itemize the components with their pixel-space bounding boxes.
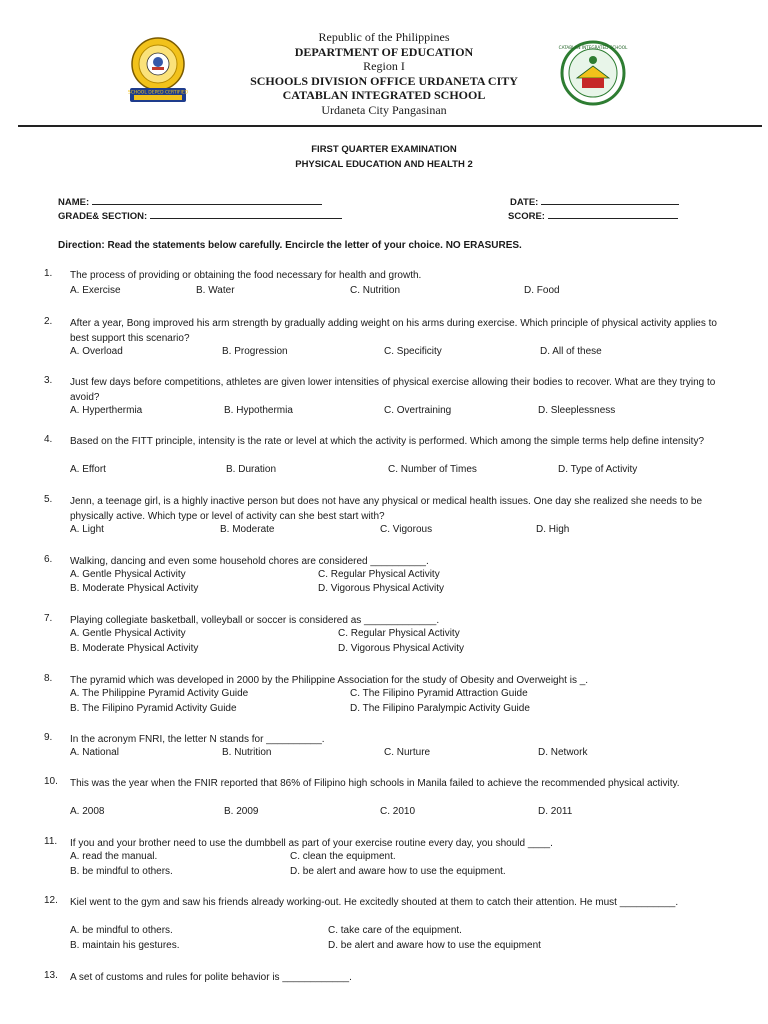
option-a[interactable]: A. Effort	[70, 464, 106, 475]
school-line: CATABLAN INTEGRATED SCHOOL	[282, 88, 486, 102]
option-a[interactable]: A. Exercise	[70, 285, 121, 296]
question-number: 7.	[44, 613, 53, 624]
option-a[interactable]: A. The Philippine Pyramid Activity Guide	[70, 688, 249, 699]
option-b[interactable]: B. Progression	[222, 346, 288, 357]
score-label: SCORE:	[508, 211, 545, 222]
option-c[interactable]: C. Overtraining	[384, 405, 452, 416]
directions: Direction: Read the statements below carefully. Encircle the letter of your choice. NO ERASURES.	[58, 240, 522, 251]
question-number: 13.	[44, 970, 58, 981]
question-number: 6.	[44, 554, 53, 565]
logo-left-text: SCHOOL DEPED CERTIFIED	[127, 90, 189, 96]
option-b[interactable]: B. 2009	[224, 806, 259, 817]
option-c[interactable]: C. The Filipino Pyramid Attraction Guide	[350, 688, 528, 699]
exam-subject: PHYSICAL EDUCATION AND HEALTH 2	[295, 159, 473, 170]
option-c[interactable]: C. clean the equipment.	[290, 851, 396, 862]
option-c[interactable]: C. Regular Physical Activity	[318, 569, 440, 580]
option-d[interactable]: D. be alert and aware how to use the equipment	[328, 940, 541, 951]
question-stem: Walking, dancing and even some household chores are considered __________.	[70, 556, 429, 567]
question-number: 11.	[44, 836, 58, 847]
department-line: DEPARTMENT OF EDUCATION	[294, 44, 474, 59]
question-stem: A set of customs and rules for polite behavior is ____________.	[70, 972, 352, 983]
question-number: 8.	[44, 673, 53, 684]
question-number: 1.	[44, 268, 53, 279]
option-b[interactable]: B. be mindful to others.	[70, 866, 173, 877]
question-stem: If you and your brother need to use the dumbbell as part of your exercise routine every day, you should ____.	[70, 838, 553, 849]
option-b[interactable]: B. maintain his gestures.	[70, 940, 180, 951]
date-field[interactable]	[510, 195, 679, 208]
division-line: SCHOOLS DIVISION OFFICE URDANETA CITY	[250, 73, 518, 88]
date-label: DATE:	[510, 197, 539, 208]
republic-line: Republic of the Philippines	[318, 30, 450, 44]
location-line: Urdaneta City Pangasinan	[321, 102, 447, 117]
question-number: 12.	[44, 895, 58, 906]
option-a[interactable]: A. 2008	[70, 806, 105, 817]
question-number: 9.	[44, 732, 53, 743]
option-a[interactable]: A. Gentle Physical Activity	[70, 569, 186, 580]
option-c[interactable]: C. 2010	[380, 806, 416, 817]
option-d[interactable]: D. Vigorous Physical Activity	[338, 643, 464, 654]
option-d[interactable]: D. Network	[538, 747, 588, 758]
question-number: 4.	[44, 434, 53, 445]
name-label: NAME:	[58, 197, 90, 208]
option-c[interactable]: C. Nutrition	[350, 285, 401, 296]
option-d[interactable]: D. The Filipino Paralympic Activity Guide	[350, 703, 530, 714]
grade-section-label: GRADE& SECTION:	[58, 211, 148, 222]
question-stem: Jenn, a teenage girl, is a highly inactive person but does not have any physical or medical health issues. One day she realized she needs to be physically active. Which type or level of activity can she best start with?	[70, 496, 703, 522]
option-d[interactable]: D. All of these	[540, 346, 602, 357]
question-stem: The process of providing or obtaining the food necessary for health and growth.	[70, 270, 422, 281]
question-stem: The pyramid which was developed in 2000 by the Philippine Association for the study of Obesity and Overweight is _.	[70, 675, 589, 686]
grade-section-field[interactable]	[58, 209, 342, 222]
option-b[interactable]: B. Moderate	[220, 524, 275, 535]
logo-right-text: CATABLAN INTEGRATED SCHOOL	[558, 45, 628, 50]
option-c[interactable]: C. Number of Times	[388, 464, 477, 475]
question-stem: This was the year when the FNIR reported that 86% of Filipino high schools in Manila failed to achieve the recommended physical activity.	[70, 778, 680, 789]
question-number: 3.	[44, 375, 53, 386]
question-stem: Kiel went to the gym and saw his friends already working-out. He excitedly shouted at them to catch their attention. He must __________.	[70, 897, 679, 908]
option-c[interactable]: C. Regular Physical Activity	[338, 628, 460, 639]
option-d[interactable]: D. 2011	[538, 806, 573, 817]
option-b[interactable]: B. Duration	[226, 464, 277, 475]
option-c[interactable]: C. Specificity	[384, 346, 442, 357]
option-a[interactable]: A. Hyperthermia	[70, 405, 143, 416]
option-b[interactable]: B. Moderate Physical Activity	[70, 583, 199, 594]
question-stem: In the acronym FNRI, the letter N stands for __________.	[70, 734, 325, 745]
option-d[interactable]: D. be alert and aware how to use the equipment.	[290, 866, 506, 877]
option-b[interactable]: B. Water	[196, 285, 235, 296]
name-field[interactable]	[58, 195, 322, 208]
option-a[interactable]: A. read the manual.	[70, 851, 158, 862]
option-a[interactable]: A. Gentle Physical Activity	[70, 628, 186, 639]
option-a[interactable]: A. Overload	[70, 346, 123, 357]
option-d[interactable]: D. Type of Activity	[558, 464, 638, 475]
option-b[interactable]: B. The Filipino Pyramid Activity Guide	[70, 703, 237, 714]
region-line: Region I	[363, 59, 405, 73]
option-c[interactable]: C. take care of the equipment.	[328, 925, 462, 936]
option-d[interactable]: D. Sleeplessness	[538, 405, 616, 416]
question-stem: Playing collegiate basketball, volleyball or soccer is considered as _____________.	[70, 615, 440, 626]
option-d[interactable]: D. Food	[524, 285, 560, 296]
option-a[interactable]: A. be mindful to others.	[70, 925, 173, 936]
option-c[interactable]: C. Vigorous	[380, 524, 433, 535]
option-a[interactable]: A. National	[70, 747, 119, 758]
header-divider	[18, 125, 762, 127]
question-number: 5.	[44, 494, 53, 505]
option-b[interactable]: B. Hypothermia	[224, 405, 293, 416]
exam-title: FIRST QUARTER EXAMINATION	[311, 144, 457, 155]
question-stem: Based on the FITT principle, intensity is the rate or level at which the activity is performed. Which among the simple terms help define intensity?	[70, 436, 704, 447]
question-number: 10.	[44, 776, 58, 787]
question-number: 2.	[44, 316, 53, 327]
option-d[interactable]: D. Vigorous Physical Activity	[318, 583, 444, 594]
option-a[interactable]: A. Light	[70, 524, 104, 535]
question-stem: Just few days before competitions, athletes are given lower intensities of physical exercise allowing their bodies to recover. What are they trying to avoid?	[70, 377, 716, 403]
score-field[interactable]	[508, 209, 678, 222]
option-c[interactable]: C. Nurture	[384, 747, 431, 758]
question-stem: After a year, Bong improved his arm strength by gradually adding weight on his arms during exercise. Which principle of physical activity applies to best support this scenario?	[70, 318, 717, 344]
option-d[interactable]: D. High	[536, 524, 570, 535]
option-b[interactable]: B. Nutrition	[222, 747, 272, 758]
option-b[interactable]: B. Moderate Physical Activity	[70, 643, 199, 654]
letterhead	[0, 30, 768, 117]
